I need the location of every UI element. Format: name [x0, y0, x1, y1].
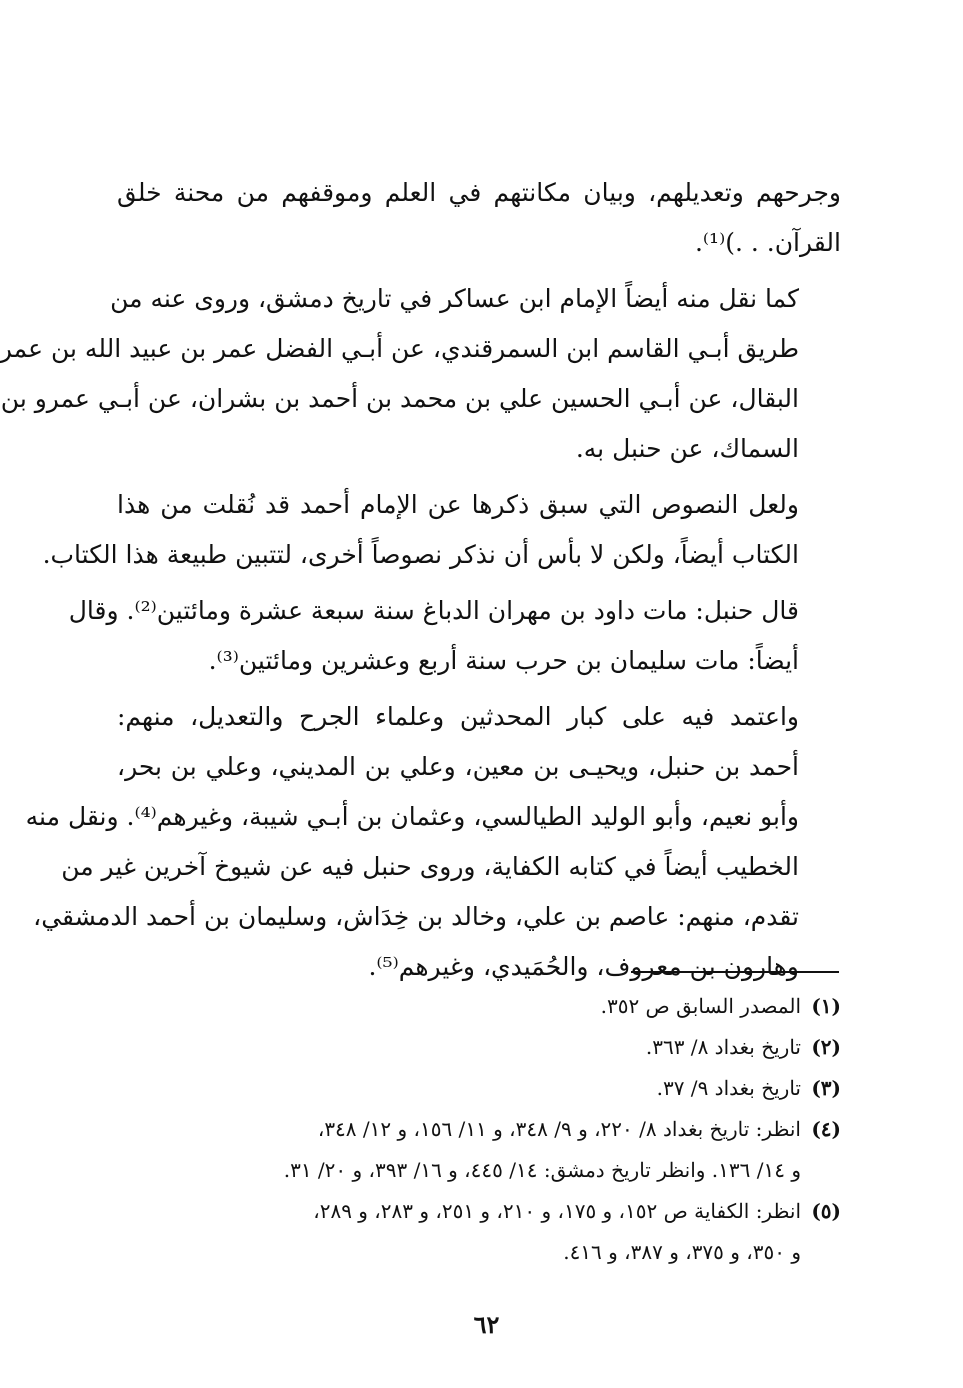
text-line: البقال، عن أبـي الحسين علي بن محمد بن أحمد بن بشران، عن أبـي عمرو بن	[0, 384, 799, 413]
text-line: أحمد بن حنبل، ويحيـى بن معين، وعلي بن المديني، وعلي بن بحر،	[117, 752, 799, 781]
footnote-number: (٤)	[811, 1117, 841, 1141]
text-line: طريق أبـي القاسم ابن السمرقندي، عن أبـي الفضل عمر بن عبيد الله بن عمر	[0, 334, 799, 363]
footnote-text: انظر: تاريخ بغداد ٨/ ٢٢٠، و ٩/ ٣٤٨، و ١١/ ١٥٦، و ١٢/ ٣٤٨،	[317, 1117, 801, 1141]
paragraph-2	[0, 274, 841, 474]
text-line: السماك، عن حنبل به.	[575, 434, 799, 463]
text-line: واعتمد فيه على كبار المحدثين وعلماء الجرح والتعديل، منهم:	[117, 702, 799, 731]
text-line: الكتاب أيضاً، ولكن لا بأس أن نذكر نصوصاً أخرى، لتتبين طبيعة هذا الكتاب.	[42, 540, 799, 569]
footnote-4-continuation: و ١٤/ ١٣٦. وانظر تاريخ دمشق: ١٤/ ٤٤٥، و ١٦/ ٣٩٣، و ٢٠/ ٣١.	[283, 1158, 801, 1182]
footnote-4	[117, 1109, 841, 1150]
footnote-2	[117, 1027, 841, 1068]
text-line: تقدم، منهم: عاصم بن علي، وخالد بن خِدَاش، وسليمان بن أحمد الدمشقي،	[33, 902, 799, 931]
paragraph-1	[117, 168, 841, 268]
text-line: وأبو نعيم، وأبو الوليد الطيالسي، وعثمان بن أبـي شيبة، وغيرهم⁽⁴⁾. ونقل منه	[25, 802, 799, 831]
text-line: الخطيب أيضاً في كتابه الكفاية، وروى حنبل فيه عن شيوخ آخرين غير من	[61, 852, 799, 881]
main-text	[0, 168, 841, 998]
text-line: قال حنبل: مات داود بن مهران الدباغ سنة سبعة عشرة ومائتين⁽²⁾. وقال	[68, 596, 799, 625]
paragraph-3	[42, 480, 841, 580]
footnote-number: (١)	[811, 994, 841, 1018]
paragraph-5	[25, 692, 841, 992]
footnote-text: تاريخ بغداد ٩/ ٣٧.	[656, 1076, 801, 1100]
footnote-number: (٥)	[811, 1199, 841, 1223]
text-line: وهارون بن معروف، والحُمَيدي، وغيرهم⁽⁵⁾.	[368, 952, 799, 981]
footnote-3	[117, 1068, 841, 1109]
footnote-1	[117, 986, 841, 1027]
text-line: وجرحهم وتعديلهم، وبيان مكانتهم في العلم وموقفهم من محنة خلق	[117, 178, 841, 207]
footnote-text: انظر: الكفاية ص ١٥٢، و ١٧٥، و ٢١٠، و ٢٥١، و ٢٨٣، و ٢٨٩،	[313, 1199, 801, 1223]
footnote-5-continuation: و ٣٥٠، و ٣٧٥، و ٣٨٧، و ٤١٦.	[563, 1240, 801, 1264]
text-line: ولعل النصوص التي سبق ذكرها عن الإمام أحمد قد نُقلت من هذا	[117, 490, 799, 519]
page-number: ٦٢	[473, 1310, 500, 1339]
footnote-text: المصدر السابق ص ٣٥٢.	[600, 994, 801, 1018]
footnote-text: تاريخ بغداد ٨/ ٣٦٣.	[645, 1035, 801, 1059]
footnotes	[117, 986, 841, 1273]
text-line: كما نقل منه أيضاً الإمام ابن عساكر في تاريخ دمشق، وروى عنه من	[110, 284, 799, 313]
footnote-number: (٢)	[811, 1035, 841, 1059]
footnote-divider	[631, 971, 839, 973]
footnote-5	[117, 1191, 841, 1232]
footnote-number: (٣)	[811, 1076, 841, 1100]
text-line: أيضاً: مات سليمان بن حرب سنة أربع وعشرين ومائتين⁽³⁾.	[208, 646, 799, 675]
text-line: القرآن. . .)⁽¹⁾.	[694, 228, 841, 257]
paragraph-4	[68, 586, 841, 686]
